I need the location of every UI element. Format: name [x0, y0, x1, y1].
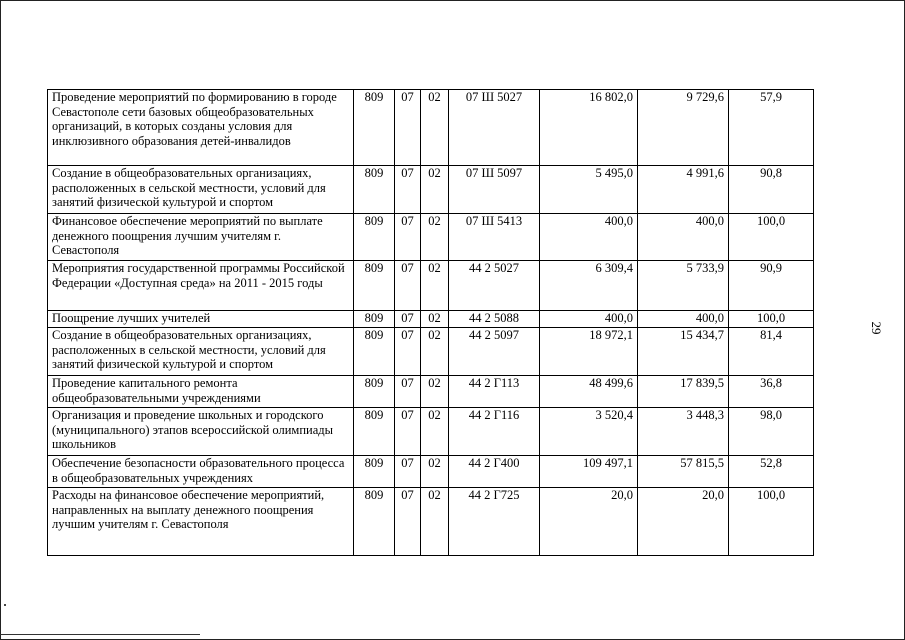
table-row: [48, 456, 814, 488]
section-code: 07: [395, 328, 421, 376]
ministry-code: 809: [354, 456, 395, 488]
article-code: 07 Ш 5097: [449, 166, 540, 214]
execution-percent: 90,9: [729, 261, 814, 311]
section-code: 07: [395, 261, 421, 311]
ministry-code: 809: [354, 90, 395, 166]
subsection-code: 02: [421, 90, 449, 166]
ministry-code: 809: [354, 408, 395, 456]
executed-amount: 9 729,6: [638, 90, 729, 166]
article-code: 44 2 Г113: [449, 376, 540, 408]
table-row: [48, 90, 814, 166]
approved-amount: 18 972,1: [540, 328, 638, 376]
executed-amount: 15 434,7: [638, 328, 729, 376]
subsection-code: 02: [421, 166, 449, 214]
row-name: Поощрение лучших учителей: [48, 311, 354, 328]
section-code: 07: [395, 90, 421, 166]
ministry-code: 809: [354, 328, 395, 376]
article-code: 07 Ш 5027: [449, 90, 540, 166]
row-name: Расходы на финансовое обеспечение мероприятий, направленных на выплату денежного поощрения лучшим учителям г. Севастополя: [48, 488, 354, 556]
ministry-code: 809: [354, 376, 395, 408]
execution-percent: 100,0: [729, 311, 814, 328]
ministry-code: 809: [354, 261, 395, 311]
section-code: 07: [395, 166, 421, 214]
subsection-code: 02: [421, 376, 449, 408]
row-name: Проведение мероприятий по формированию в городе Севастополе сети базовых общеобразовательных организаций, в которых созданы условия для инклюзивного образования детей-инвалидов: [48, 90, 354, 166]
execution-percent: 100,0: [729, 488, 814, 556]
article-code: 44 2 Г725: [449, 488, 540, 556]
row-name: Создание в общеобразовательных организациях, расположенных в сельской местности, условий для занятий физической культурой и спортом: [48, 328, 354, 376]
row-name: Обеспечение безопасности образовательного процесса в общеобразовательных учреждениях: [48, 456, 354, 488]
executed-amount: 57 815,5: [638, 456, 729, 488]
executed-amount: 4 991,6: [638, 166, 729, 214]
table-row: [48, 166, 814, 214]
table-row: [48, 488, 814, 556]
executed-amount: 17 839,5: [638, 376, 729, 408]
executed-amount: 5 733,9: [638, 261, 729, 311]
row-name: Организация и проведение школьных и городского (муниципального) этапов всероссийской олимпиады школьников: [48, 408, 354, 456]
table-body: [48, 90, 814, 556]
section-code: 07: [395, 488, 421, 556]
subsection-code: 02: [421, 261, 449, 311]
budget-table: [47, 89, 814, 556]
executed-amount: 400,0: [638, 214, 729, 261]
executed-amount: 20,0: [638, 488, 729, 556]
table-row: [48, 261, 814, 311]
approved-amount: 5 495,0: [540, 166, 638, 214]
article-code: 07 Ш 5413: [449, 214, 540, 261]
table-row: [48, 311, 814, 328]
approved-amount: 109 497,1: [540, 456, 638, 488]
execution-percent: 98,0: [729, 408, 814, 456]
row-name: Создание в общеобразовательных организациях, расположенных в сельской местности, условий для занятий физической культурой и спортом: [48, 166, 354, 214]
scan-artifact: [4, 604, 6, 606]
approved-amount: 3 520,4: [540, 408, 638, 456]
ministry-code: 809: [354, 214, 395, 261]
article-code: 44 2 5027: [449, 261, 540, 311]
subsection-code: 02: [421, 311, 449, 328]
subsection-code: 02: [421, 488, 449, 556]
article-code: 44 2 Г116: [449, 408, 540, 456]
subsection-code: 02: [421, 214, 449, 261]
table-row: [48, 408, 814, 456]
subsection-code: 02: [421, 456, 449, 488]
ministry-code: 809: [354, 311, 395, 328]
ministry-code: 809: [354, 166, 395, 214]
approved-amount: 16 802,0: [540, 90, 638, 166]
row-name: Проведение капитального ремонта общеобразовательными учреждениями: [48, 376, 354, 408]
section-code: 07: [395, 376, 421, 408]
executed-amount: 400,0: [638, 311, 729, 328]
section-code: 07: [395, 311, 421, 328]
approved-amount: 400,0: [540, 311, 638, 328]
approved-amount: 6 309,4: [540, 261, 638, 311]
subsection-code: 02: [421, 408, 449, 456]
execution-percent: 100,0: [729, 214, 814, 261]
section-code: 07: [395, 456, 421, 488]
article-code: 44 2 Г400: [449, 456, 540, 488]
execution-percent: 90,8: [729, 166, 814, 214]
table-row: [48, 214, 814, 261]
approved-amount: 20,0: [540, 488, 638, 556]
execution-percent: 36,8: [729, 376, 814, 408]
approved-amount: 48 499,6: [540, 376, 638, 408]
bottom-rule: [0, 634, 200, 635]
article-code: 44 2 5088: [449, 311, 540, 328]
section-code: 07: [395, 214, 421, 261]
row-name: Финансовое обеспечение мероприятий по выплате денежного поощрения лучшим учителям г. Севастополя: [48, 214, 354, 261]
ministry-code: 809: [354, 488, 395, 556]
executed-amount: 3 448,3: [638, 408, 729, 456]
execution-percent: 81,4: [729, 328, 814, 376]
approved-amount: 400,0: [540, 214, 638, 261]
subsection-code: 02: [421, 328, 449, 376]
execution-percent: 57,9: [729, 90, 814, 166]
table-row: [48, 328, 814, 376]
section-code: 07: [395, 408, 421, 456]
row-name: Мероприятия государственной программы Российской Федерации «Доступная среда» на 2011 - 2015 годы: [48, 261, 354, 311]
page-number: 29: [869, 321, 884, 335]
table-row: [48, 376, 814, 408]
article-code: 44 2 5097: [449, 328, 540, 376]
execution-percent: 52,8: [729, 456, 814, 488]
